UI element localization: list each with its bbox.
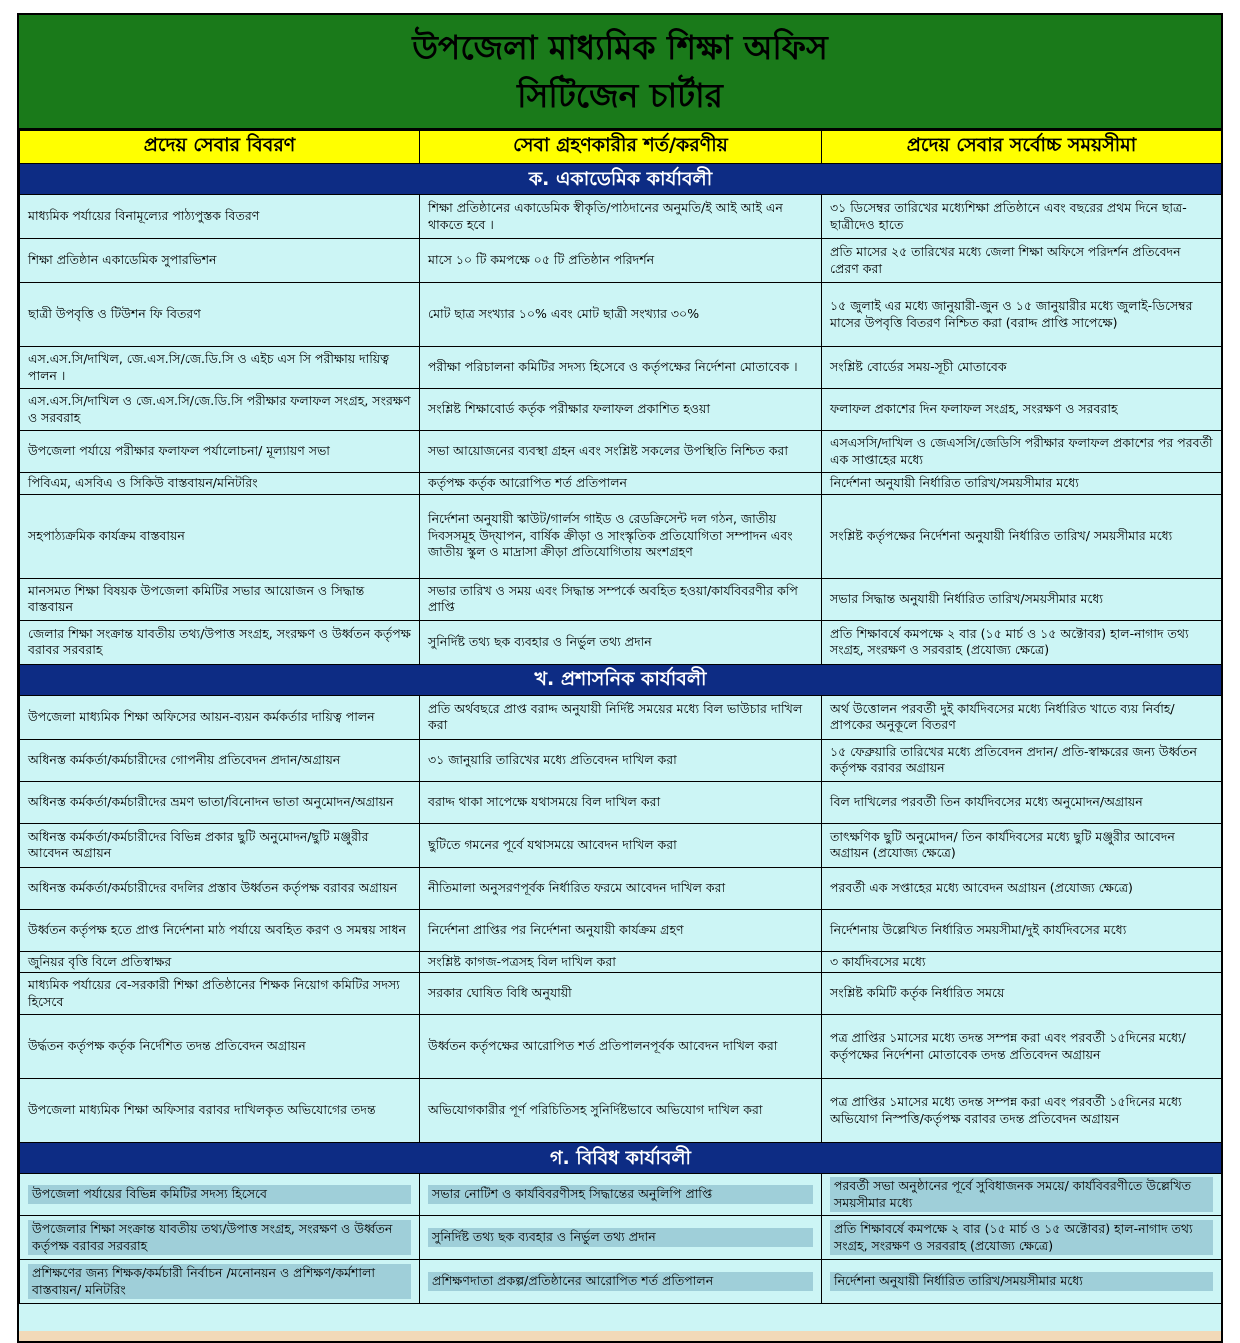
table-row [20,867,1222,909]
column-header-conditions: সেবা গ্রহণকারীর শর্ত/করণীয় [420,131,822,164]
condition-cell: মাসে ১০ টি কমপক্ষে ০৫ টি প্রতিষ্ঠান পরিদর্শন [420,239,822,283]
table-row [20,195,1222,239]
timeframe-cell: ১৫ ফেব্রুয়ারি তারিখের মধ্যে প্রতিবেদন প্রদান/ প্রতি-স্বাক্ষরের জন্য উর্ধ্বতন কর্তৃপক্ষ বরাবর অগ্রায়ন [822,739,1222,781]
condition-cell: ছুটিতে গমনের পূর্বে যথাসময়ে আবেদন দাখিল করা [420,823,822,867]
condition-cell [420,1216,822,1260]
timeframe-cell: নির্দেশনায় উল্লেখিত নির্ধারিত সময়সীমা/দুই কার্যদিবসের মধ্যে [822,909,1222,951]
timeframe-cell: প্রতি শিক্ষাবর্ষে কমপক্ষে ২ বার (১৫ মার্চ ও ১৫ অক্টোবর) হাল-নাগাদ তথ্য সংগ্রহ, সংরক্ষণ ও সরবরাহ (প্রযোজ্য ক্ষেত্রে) [822,620,1222,664]
condition-cell: উর্ধ্বতন কর্তৃপক্ষের আরোপিত শর্ত প্রতিপালনপূর্বক আবেদন দাখিল করা [420,1015,822,1079]
timeframe-cell: পত্র প্রাপ্তির ১মাসের মধ্যে তদন্ত সম্পন্ন করা এবং পরবর্তী ১৫দিনের মধ্যে/কর্তৃপক্ষের নির্দেশনা মোতাবেক তদন্ত প্রতিবেদন অগ্রায়ন [822,1015,1222,1079]
timeframe-cell: সংশ্লিষ্ট বোর্ডের সময়-সূচী মোতাবেক [822,347,1222,389]
cell-text: সভার নোটিশ ও কার্যবিবরণীসহ সিদ্ধান্তের অনুলিপি প্রাপ্তি [428,1185,813,1204]
condition-cell: ৩১ জানুয়ারি তারিখের মধ্যে প্রতিবেদন দাখিল করা [420,739,822,781]
service-cell: উপজেলা মাধ্যমিক শিক্ষা অফিসার বরাবর দাখিলকৃত অভিযোগের তদন্ত [20,1079,420,1143]
service-cell: ছাত্রী উপবৃত্তি ও টিউশন ফি বিতরণ [20,283,420,347]
table-row [20,431,1222,473]
timeframe-cell [822,1216,1222,1260]
service-cell: পিবিএম, এসবিএ ও সিকিউ বাস্তবায়ন/মনিটরিং [20,473,420,495]
cell-text: নির্দেশনা অনুযায়ী নির্ধারিত তারিখ/সময়সীমার মধ্যে [830,1272,1213,1291]
cell-text: সুনির্দিষ্ট তথ্য ছক ব্যবহার ও নির্ভুল তথ্য প্রদান [428,1228,813,1247]
section-title: গ. বিবিধ কার্যাবলী [20,1143,1222,1174]
condition-cell: মোট ছাত্র সংখ্যার ১০% এবং মোট ছাত্রী সংখ্যার ৩০% [420,283,822,347]
table-row [20,578,1222,620]
table-row [20,283,1222,347]
column-header-timeframe: প্রদেয় সেবার সর্বোচ্চ সময়সীমা [822,131,1222,164]
table-row [20,909,1222,951]
service-cell: মাধ্যমিক পর্যায়ের বিনামূল্যের পাঠ্যপুস্তক বিতরণ [20,195,420,239]
timeframe-cell: সভার সিদ্ধান্ত অনুযায়ী নির্ধারিত তারিখ/সময়সীমার মধ্যে [822,578,1222,620]
table-row [20,695,1222,739]
condition-cell: সভার তারিখ ও সময় এবং সিদ্ধান্ত সম্পর্কে অবহিত হওয়া/কার্যবিবরণীর কপি প্রাপ্তি [420,578,822,620]
table-row [20,620,1222,664]
section-header [20,164,1222,195]
table-row [20,1216,1222,1260]
service-cell: মাধ্যমিক পর্যায়ের বে-সরকারী শিক্ষা প্রতিষ্ঠানের শিক্ষক নিয়োগ কমিটির সদস্য হিসেবে [20,973,420,1015]
service-cell: অধিনস্ত কর্মকর্তা/কর্মচারীদের গোপনীয় প্রতিবেদন প্রদান/অগ্রায়ন [20,739,420,781]
condition-cell [420,1260,822,1304]
timeframe-cell: বিল দাখিলের পরবর্তী তিন কার্যদিবসের মধ্যে অনুমোদন/অগ্রায়ন [822,781,1222,823]
timeframe-cell: সংশ্লিষ্ট কমিটি কর্তৃক নির্ধারিত সময়ে [822,973,1222,1015]
charter-subtitle: সিটিজেন চার্টার [517,75,723,115]
service-cell: উপজেলা মাধ্যমিক শিক্ষা অফিসের আয়ন-ব্যয়ন কর্মকর্তার দায়িত্ব পালন [20,695,420,739]
timeframe-cell: সংশ্লিষ্ট কর্তৃপক্ষের নির্দেশনা অনুযায়ী নির্ধারিত তারিখ/ সময়সীমার মধ্যে [822,494,1222,578]
service-cell [20,1174,420,1216]
cell-text: প্রশিক্ষণের জন্য শিক্ষক/কর্মচারী নির্বাচন /মনোনয়ন ও প্রশিক্ষণ/কর্মশালা বাস্তবায়ন/ মনিটরিং [28,1264,411,1299]
condition-cell: নীতিমালা অনুসরণপূর্বক নির্ধারিত ফরমে আবেদন দাখিল করা [420,867,822,909]
timeframe-cell [822,1174,1222,1216]
table-row [20,1260,1222,1304]
condition-cell: নির্দেশনা প্রাপ্তির পর নির্দেশনা অনুযায়ী কার্যক্রম গ্রহণ [420,909,822,951]
service-cell: অধিনস্ত কর্মকর্তা/কর্মচারীদের বিভিন্ন প্রকার ছুটি অনুমোদন/ছুটি মঞ্জুরীর আবেদন অগ্রায়ন [20,823,420,867]
service-cell: উর্ধ্বতন কর্তৃপক্ষ হতে প্রাপ্ত নির্দেশনা মাঠ পর্যায়ে অবহিত করণ ও সমন্বয় সাধন [20,909,420,951]
timeframe-cell [822,1260,1222,1304]
service-cell: উর্দ্ধতন কর্তৃপক্ষ কর্তৃক নির্দেশিত তদন্ত প্রতিবেদন অগ্রায়ন [20,1015,420,1079]
charter-table [19,130,1222,1304]
condition-cell: পরীক্ষা পরিচালনা কমিটির সদস্য হিসেবে ও কর্তৃপক্ষের নির্দেশনা মোতাবেক । [420,347,822,389]
timeframe-cell: ফলাফল প্রকাশের দিন ফলাফল সংগ্রহ, সংরক্ষণ ও সরবরাহ [822,389,1222,431]
condition-cell: নির্দেশনা অনুযায়ী স্কাউট/গার্লস গাইড ও রেডক্রিসেন্ট দল গঠন, জাতীয় দিবসসমূহ উদ্‌যাপন, বার্ষিক ক্রীড়া ও সাংস্কৃতিক প্রতিযোগিতা সম্পাদন এবং জাতীয় স্কুল ও মাদ্রাসা ক্রীড়া প্রতিযোগিতায় অংশগ্রহণ [420,494,822,578]
citizen-charter-document [17,13,1223,1343]
service-cell: অধিনস্ত কর্মকর্তা/কর্মচারীদের ভ্রমণ ভাতা/বিনোদন ভাতা অনুমোদন/অগ্রায়ন [20,781,420,823]
office-title: উপজেলা মাধ্যমিক শিক্ষা অফিস [412,27,828,67]
table-row [20,823,1222,867]
table-row [20,739,1222,781]
timeframe-cell: অর্থ উত্তোলন পরবর্তী দুই কার্যদিবসের মধ্যে নির্ধারিত খাতে ব্যয় নির্বাহ/ প্রাপকের অনুকূলে বিতরণ [822,695,1222,739]
cell-text: উপজেলার শিক্ষা সংক্রান্ত যাবতীয় তথ্য/উপাত্ত সংগ্রহ, সংরক্ষণ ও উর্ধ্বতন কর্তৃপক্ষ বরাবর সরবরাহ [28,1220,411,1255]
service-cell: জুনিয়র বৃত্তি বিলে প্রতিস্বাক্ষর [20,951,420,973]
table-row [20,494,1222,578]
timeframe-cell: নির্দেশনা অনুযায়ী নির্ধারিত তারিখ/সময়সীমার মধ্যে [822,473,1222,495]
section-title: ক. একাডেমিক কার্যাবলী [20,164,1222,195]
condition-cell: সভা আয়োজনের ব্যবস্থা গ্রহন এবং সংশ্লিষ্ট সকলের উপস্থিতি নিশ্চিত করা [420,431,822,473]
condition-cell: অভিযোগকারীর পূর্ণ পরিচিতিসহ সুনির্দিষ্টভাবে অভিযোগ দাখিল করা [420,1079,822,1143]
service-cell: জেলার শিক্ষা সংক্রান্ত যাবতীয় তথ্য/উপাত্ত সংগ্রহ, সংরক্ষণ ও উর্ধ্বতন কর্তৃপক্ষ বরাবর সরবরাহ [20,620,420,664]
cell-text: প্রশিক্ষণদাতা প্রকল্প/প্রতিষ্ঠানের আরোপিত শর্ত প্রতিপালন [428,1272,813,1291]
condition-cell: সরকার ঘোষিত বিধি অনুযায়ী [420,973,822,1015]
column-header-row [20,131,1222,164]
condition-cell: শিক্ষা প্রতিষ্ঠানের একাডেমিক স্বীকৃতি/পাঠদানের অনুমতি/ই আই আই এন থাকতে হবে । [420,195,822,239]
condition-cell: সুনির্দিষ্ট তথ্য ছক ব্যবহার ও নির্ভুল তথ্য প্রদান [420,620,822,664]
timeframe-cell: পরবর্তী এক সপ্তাহের মধ্যে আবেদন অগ্রায়ন (প্রযোজ্য ক্ষেত্রে) [822,867,1222,909]
service-cell: অধিনস্ত কর্মকর্তা/কর্মচারীদের বদলির প্রস্তাব উর্ধ্বতন কর্তৃপক্ষ বরাবর অগ্রায়ন [20,867,420,909]
cell-text: প্রতি শিক্ষাবর্ষে কমপক্ষে ২ বার (১৫ মার্চ ও ১৫ অক্টোবর) হাল-নাগাদ তথ্য সংগ্রহ, সংরক্ষণ ও সরবরাহ (প্রযোজ্য ক্ষেত্রে) [830,1220,1213,1255]
table-row [20,1079,1222,1143]
table-row [20,347,1222,389]
service-cell: শিক্ষা প্রতিষ্ঠান একাডেমিক সুপারভিশন [20,239,420,283]
bottom-strip [19,1331,1221,1341]
condition-cell: সংশ্লিষ্ট কাগজ-পত্রসহ বিল দাখিল করা [420,951,822,973]
column-header-service: প্রদেয় সেবার বিবরণ [20,131,420,164]
timeframe-cell: ৩ কার্যদিবসের মধ্যে [822,951,1222,973]
service-cell [20,1260,420,1304]
table-row [20,951,1222,973]
condition-cell [420,1174,822,1216]
section-title: খ. প্রশাসনিক কার্যাবলী [20,664,1222,695]
table-row [20,973,1222,1015]
cell-text: পরবর্তী সভা অনুষ্ঠানের পূর্বে সুবিধাজনক সময়ে/ কার্যবিবরণীতে উল্লেখিত সময়সীমার মধ্যে [830,1177,1213,1212]
timeframe-cell: প্রতি মাসের ২৫ তারিখের মধ্যে জেলা শিক্ষা অফিসে পরিদর্শন প্রতিবেদন প্রেরণ করা [822,239,1222,283]
timeframe-cell: পত্র প্রাপ্তির ১মাসের মধ্যে তদন্ত সম্পন্ন করা এবং পরবর্তী ১৫দিনের মধ্যে অভিযোগ নিস্পত্তি/কর্তৃপক্ষ বরাবর তদন্ত প্রতিবেদন অগ্রায়ন [822,1079,1222,1143]
section-header [20,1143,1222,1174]
section-header [20,664,1222,695]
timeframe-cell: ১৫ জুলাই এর মধ্যে জানুয়ারী-জুন ও ১৫ জানুয়ারীর মধ্যে জুলাই-ডিসেম্বর মাসের উপবৃত্তি বিতরণ নিশ্চিত করা (বরাদ্দ প্রাপ্তি সাপেক্ষে) [822,283,1222,347]
service-cell: উপজেলা পর্যায়ে পরীক্ষার ফলাফল পর্যালোচনা/ মূল্যায়ণ সভা [20,431,420,473]
table-row [20,239,1222,283]
cell-text: উপজেলা পর্যায়ের বিভিন্ন কমিটির সদস্য হিসেবে [28,1185,411,1204]
table-row [20,1174,1222,1216]
condition-cell: কর্তৃপক্ষ কর্তৃক আরোপিত শর্ত প্রতিপালন [420,473,822,495]
timeframe-cell: এসএসসি/দাখিল ও জেএসসি/জেডিসি পরীক্ষার ফলাফল প্রকাশের পর পরবর্তী এক সাপ্তাহের মধ্যে [822,431,1222,473]
service-cell: এস.এস.সি/দাখিল, জে.এস.সি/জে.ডি.সি ও এইচ এস সি পরীক্ষায় দায়িত্ব পালন । [20,347,420,389]
table-row [20,389,1222,431]
service-cell: সহপাঠ্যক্রমিক কার্যক্রম বাস্তবায়ন [20,494,420,578]
service-cell: মানসমত শিক্ষা বিষয়ক উপজেলা কমিটির সভার আয়োজন ও সিদ্ধান্ত বাস্তবায়ন [20,578,420,620]
condition-cell: বরাদ্দ থাকা সাপেক্ষে যথাসময়ে বিল দাখিল করা [420,781,822,823]
timeframe-cell: ৩১ ডিসেম্বর তারিখের মধ্যেশিক্ষা প্রতিষ্ঠানে এবং বছরের প্রথম দিনে ছাত্র-ছাত্রীদেও হাতে [822,195,1222,239]
service-cell: এস.এস.সি/দাখিল ও জে.এস.সি/জে.ডি.সি পরীক্ষার ফলাফল সংগ্রহ, সংরক্ষণ ও সরবরাহ [20,389,420,431]
table-row [20,473,1222,495]
service-cell [20,1216,420,1260]
table-row [20,781,1222,823]
condition-cell: সংশ্লিষ্ট শিক্ষাবোর্ড কর্তৃক পরীক্ষার ফলাফল প্রকাশিত হওয়া [420,389,822,431]
table-row [20,1015,1222,1079]
header-banner [19,15,1221,130]
timeframe-cell: তাৎক্ষণিক ছুটি অনুমোদন/ তিন কার্যদিবসের মধ্যে ছুটি মঞ্জুরীর আবেদন অগ্রায়ন (প্রযোজ্য ক্ষেত্রে) [822,823,1222,867]
condition-cell: প্রতি অর্থবছরে প্রাপ্ত বরাদ্দ অনুযায়ী নির্দিষ্ট সময়ের মধ্যে বিল ভাউচার দাখিল করা [420,695,822,739]
